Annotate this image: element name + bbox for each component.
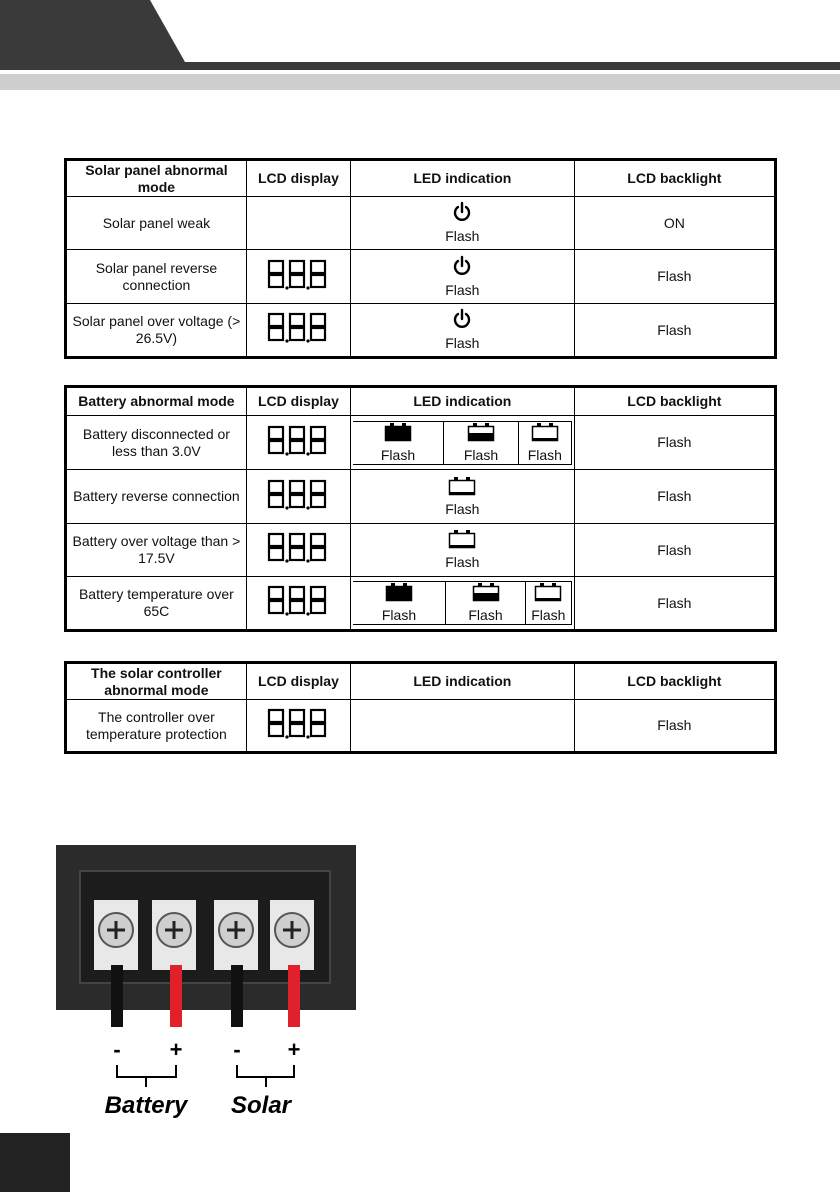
led-flash-label: Flash (468, 607, 503, 623)
battery-full-icon (385, 582, 413, 602)
backlight-cell: Flash (574, 700, 775, 753)
power-icon (452, 255, 472, 277)
lcd-cell (246, 416, 350, 470)
battery-bracket (117, 1065, 176, 1087)
led-cell (351, 416, 575, 470)
lcd-segment-display (266, 707, 330, 741)
backlight-cell: Flash (574, 577, 775, 631)
table-row (66, 470, 776, 524)
lcd-cell (246, 304, 350, 358)
power-icon (452, 201, 472, 223)
header-bar (0, 62, 840, 70)
led-sub-cell (353, 421, 444, 464)
header-backlight: LCD backlight (574, 663, 775, 700)
header-backlight: LCD backlight (574, 387, 775, 416)
lcd-segment-display (266, 478, 330, 512)
led-sub-cell (446, 582, 526, 625)
lcd-segment-display (266, 424, 330, 458)
backlight-cell: Flash (574, 524, 775, 577)
header-lcd: LCD display (246, 160, 350, 197)
solar-plus-label: + (287, 1037, 301, 1062)
battery-label: Battery (104, 1092, 188, 1119)
table-row (66, 416, 776, 470)
table-header-row (66, 387, 776, 416)
solar-negative-wire (231, 965, 243, 1027)
led-flash-label: Flash (463, 446, 499, 463)
lcd-cell (246, 524, 350, 577)
lcd-segment-display (266, 531, 330, 565)
table-row (66, 250, 776, 304)
lcd-segment-display (266, 258, 330, 292)
header-mode: Solar panel abnormal mode (66, 160, 247, 197)
led-cell (351, 470, 575, 524)
solar-abnormal-table (64, 158, 777, 359)
lcd-cell (246, 197, 350, 250)
led-cell (351, 700, 575, 753)
table-row (66, 700, 776, 753)
battery-full-icon (384, 422, 412, 442)
led-flash-label: Flash (445, 281, 480, 298)
mode-cell: Solar panel weak (66, 197, 247, 250)
battery-empty-icon (448, 476, 476, 496)
header-led: LED indication (351, 160, 575, 197)
mode-cell: Battery over voltage than > 17.5V (66, 524, 247, 577)
solar-bracket (237, 1065, 294, 1087)
battery-half-icon (467, 422, 495, 442)
led-flash-label: Flash (531, 607, 566, 623)
backlight-cell: Flash (574, 250, 775, 304)
backlight-cell: Flash (574, 416, 775, 470)
battery-negative-wire (111, 965, 123, 1027)
header-led: LED indication (351, 663, 575, 700)
battery-empty-icon (531, 422, 559, 442)
led-sub-cell (353, 582, 446, 625)
power-icon (452, 308, 472, 330)
led-sub-cell (519, 421, 572, 464)
terminal-wiring-diagram (56, 845, 356, 1125)
header-backlight: LCD backlight (574, 160, 775, 197)
solar-label: Solar (230, 1092, 292, 1119)
led-cell (351, 304, 575, 358)
header-mode: The solar controller abnormal mode (66, 663, 247, 700)
led-cell (351, 577, 575, 631)
lcd-cell (246, 700, 350, 753)
led-flash-label: Flash (527, 446, 562, 463)
backlight-cell: Flash (574, 304, 775, 358)
mode-cell: Battery disconnected or less than 3.0V (66, 416, 247, 470)
led-flash-label: Flash (445, 500, 480, 517)
mode-cell: The controller over temperature protection (66, 700, 247, 753)
table-row (66, 304, 776, 358)
led-cell (351, 524, 575, 577)
table-row (66, 577, 776, 631)
battery-positive-wire (170, 965, 182, 1027)
header-lcd: LCD display (246, 387, 350, 416)
header-led: LED indication (351, 387, 575, 416)
battery-plus-label: + (169, 1037, 183, 1062)
lcd-cell (246, 470, 350, 524)
lcd-segment-display (266, 311, 330, 345)
led-flash-label: Flash (380, 446, 416, 463)
led-cell (351, 250, 575, 304)
battery-minus-label: - (113, 1037, 121, 1062)
table-row (66, 524, 776, 577)
solar-minus-label: - (233, 1037, 241, 1062)
battery-half-icon (472, 582, 500, 602)
mode-cell: Battery reverse connection (66, 470, 247, 524)
controller-abnormal-table (64, 661, 777, 754)
battery-empty-icon (534, 582, 562, 602)
led-cell (351, 197, 575, 250)
led-flash-label: Flash (445, 335, 480, 351)
lcd-cell (246, 577, 350, 631)
header-mode: Battery abnormal mode (66, 387, 247, 416)
page-footer-block (0, 1133, 70, 1192)
backlight-cell: ON (574, 197, 775, 250)
lcd-cell (246, 250, 350, 304)
battery-empty-icon (448, 529, 476, 549)
led-flash-label: Flash (381, 607, 417, 623)
solar-positive-wire (288, 965, 300, 1027)
table-row (66, 197, 776, 250)
led-flash-label: Flash (445, 228, 480, 244)
lcd-segment-display (266, 584, 330, 618)
table-header-row (66, 160, 776, 197)
table-header-row (66, 663, 776, 700)
mode-cell: Solar panel reverse connection (66, 250, 247, 304)
backlight-cell: Flash (574, 470, 775, 524)
led-sub-cell (444, 421, 519, 464)
mode-cell: Solar panel over voltage (> 26.5V) (66, 304, 247, 358)
battery-abnormal-table (64, 385, 777, 632)
header-tab (0, 0, 185, 64)
led-flash-label: Flash (445, 554, 480, 570)
header-lcd: LCD display (246, 663, 350, 700)
mode-cell: Battery temperature over 65C (66, 577, 247, 631)
header-stripe (0, 74, 840, 90)
led-sub-cell (526, 582, 572, 625)
